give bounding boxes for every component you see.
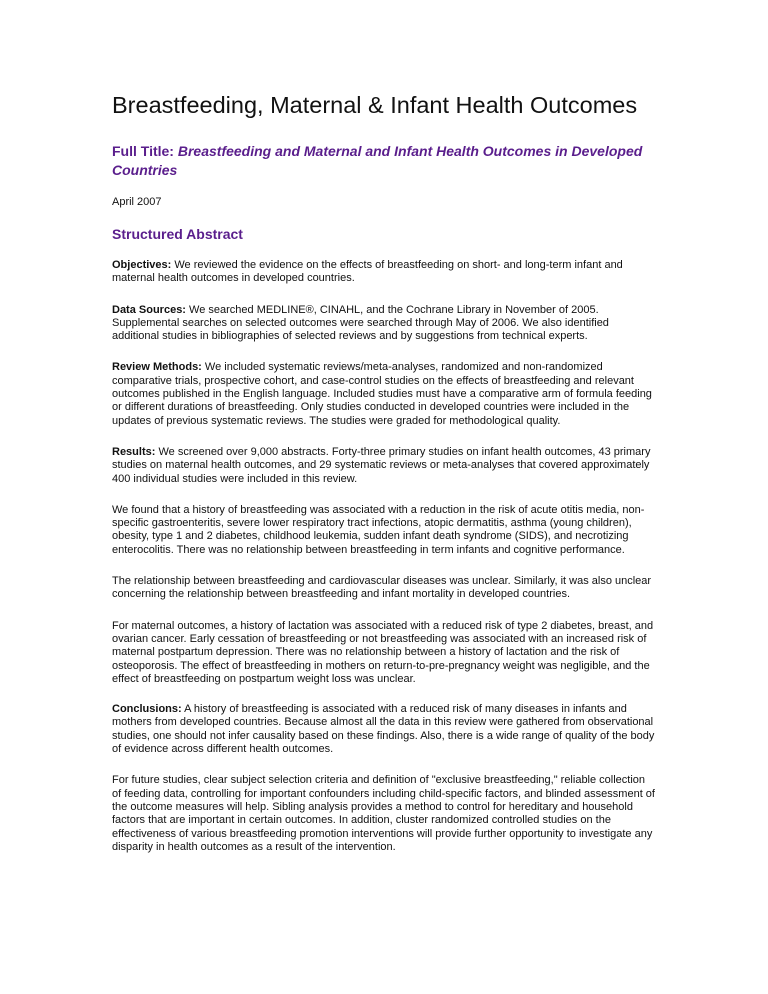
conclusions-label: Conclusions: <box>112 703 182 716</box>
data-sources-label: Data Sources: <box>112 303 186 316</box>
results-paragraph <box>112 446 657 486</box>
results-text: We screened over 9,000 abstracts. Forty-three primary studies on infant health outcomes, 43 primary studies on maternal health outcomes, and 29 systematic reviews or meta-analyses that covered approximately 400 individual studies were included in this review. <box>112 445 651 485</box>
data-sources-paragraph <box>112 304 657 344</box>
data-sources-text: We searched MEDLINE®, CINAHL, and the Cochrane Library in November of 2005. Supplemental searches on selected outcomes were searched through May of 2006. We also identified additional studies in bibliographies of selected reviews and by suggestions from technical experts. <box>112 303 609 343</box>
objectives-label: Objectives: <box>112 259 172 271</box>
review-methods-label: Review Methods: <box>112 361 202 374</box>
section-heading-structured-abstract: Structured Abstract <box>112 226 243 242</box>
full-title <box>112 142 657 180</box>
review-methods-text: We included systematic reviews/meta-analyses, randomized and non-randomized comparative trials, prospective cohort, and case-control studies on the effects of breastfeeding and relevant outcomes published in the English language. Included studies must have a comparative arm of formula feeding or different durations of breastfeeding. Only studies conducted in developed countries were included in the updates of previous systematic reviews. The studies were graded for methodological quality. <box>112 361 652 427</box>
results-label: Results: <box>112 445 156 458</box>
review-methods-paragraph <box>112 361 657 427</box>
document-title: Breastfeeding, Maternal & Infant Health Outcomes <box>112 92 638 118</box>
document-page <box>112 90 657 854</box>
conclusions-text: A history of breastfeeding is associated with a reduced risk of many diseases in infants and mothers from developed countries. Because almost all the data in this review were gathered from observational studies, one should not infer causality based on these findings. Also, there is a wide range of quality of the body of evidence across different health outcomes. <box>112 703 655 756</box>
objectives-paragraph <box>112 259 657 286</box>
full-title-label: Full Title: <box>112 143 174 159</box>
results-paragraph-3: The relationship between breastfeeding and cardiovascular diseases was unclear. Similarly, it was also unclear concerning the relationship between breastfeeding and infant mortality in developed countries. <box>112 575 652 601</box>
full-title-text: Breastfeeding and Maternal and Infant Health Outcomes in Developed Countries <box>112 143 643 178</box>
objectives-text: We reviewed the evidence on the effects of breastfeeding on short- and long-term infant and maternal health outcomes in developed countries. <box>112 259 623 285</box>
results-paragraph-2: We found that a history of breastfeeding was associated with a reduction in the risk of acute otitis media, non-specific gastroenteritis, severe lower respiratory tract infections, atopic dermatitis, asthma (young children), obesity, type 1 and 2 diabetes, childhood leukemia, sudden infant death syndrome (SIDS), and necrotizing enterocolitis. There was no relationship between breastfeeding in term infants and cognitive performance. <box>112 503 645 556</box>
conclusions-paragraph <box>112 703 657 756</box>
publication-date: April 2007 <box>112 196 162 208</box>
results-paragraph-4: For maternal outcomes, a history of lactation was associated with a reduced risk of type 2 diabetes, breast, and ovarian cancer. Early cessation of breastfeeding or not breastfeeding was associated with an increased risk of maternal postpartum depression. There was no relationship between a history of lactation and the risk of osteoporosis. The effect of breastfeeding in mothers on return-to-pre-pregnancy weight was negligible, and the effect of breastfeeding on postpartum weight loss was unclear. <box>112 619 654 685</box>
conclusions-paragraph-2: For future studies, clear subject selection criteria and definition of "exclusive breastfeeding," reliable collection of feeding data, controlling for important confounders including child-specific factors, and blinded assessment of the outcome measures will help. Sibling analysis provides a method to control for hereditary and household factors that are important in certain outcomes. In addition, cluster randomized controlled studies on the effectiveness of various breastfeeding promotion interventions will provide further opportunity to investigate any disparity in health outcomes as a result of the intervention. <box>112 774 655 853</box>
